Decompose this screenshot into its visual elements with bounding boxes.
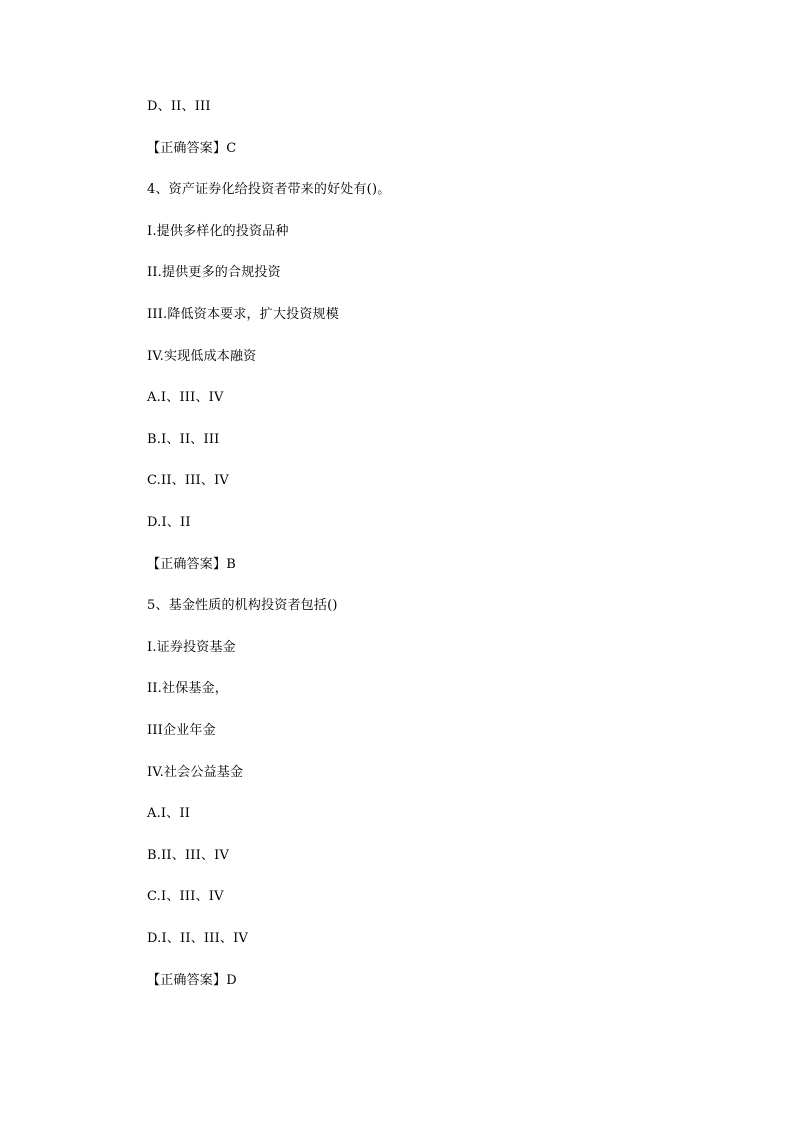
q4-item-4: IV.实现低成本融资 — [147, 349, 257, 364]
q5-option-c: C.I、III、IV — [147, 889, 224, 904]
q5-item-3: III企业年金 — [147, 723, 216, 738]
answer-q3: 【正确答案】C — [147, 141, 237, 156]
q4-option-b: B.I、II、III — [147, 432, 220, 447]
q5-item-1: I.证券投资基金 — [147, 640, 236, 655]
q4-option-c: C.II、III、IV — [147, 473, 230, 488]
q4-item-2: II.提供更多的合规投资 — [147, 265, 281, 280]
answer-q4: 【正确答案】B — [147, 557, 236, 572]
q5-option-b: B.II、III、IV — [147, 848, 230, 863]
q4-option-a: A.I、III、IV — [147, 390, 224, 405]
q5-item-2: II.社保基金， — [147, 681, 229, 696]
q4-option-d: D.I、II — [147, 515, 191, 530]
question-5: 5、基金性质的机构投资者包括() — [147, 598, 338, 613]
q4-item-1: I.提供多样化的投资品种 — [147, 224, 289, 239]
q4-item-3: III.降低资本要求，扩大投资规模 — [147, 307, 339, 322]
q5-option-a: A.I、II — [147, 806, 191, 821]
q5-item-4: IV.社会公益基金 — [147, 765, 244, 780]
question-4: 4、资产证券化给投资者带来的好处有()。 — [147, 182, 391, 197]
q5-option-d: D.I、II、III、IV — [147, 931, 249, 946]
option-d-q3: D、II、III — [147, 99, 211, 114]
answer-q5: 【正确答案】D — [147, 973, 237, 988]
